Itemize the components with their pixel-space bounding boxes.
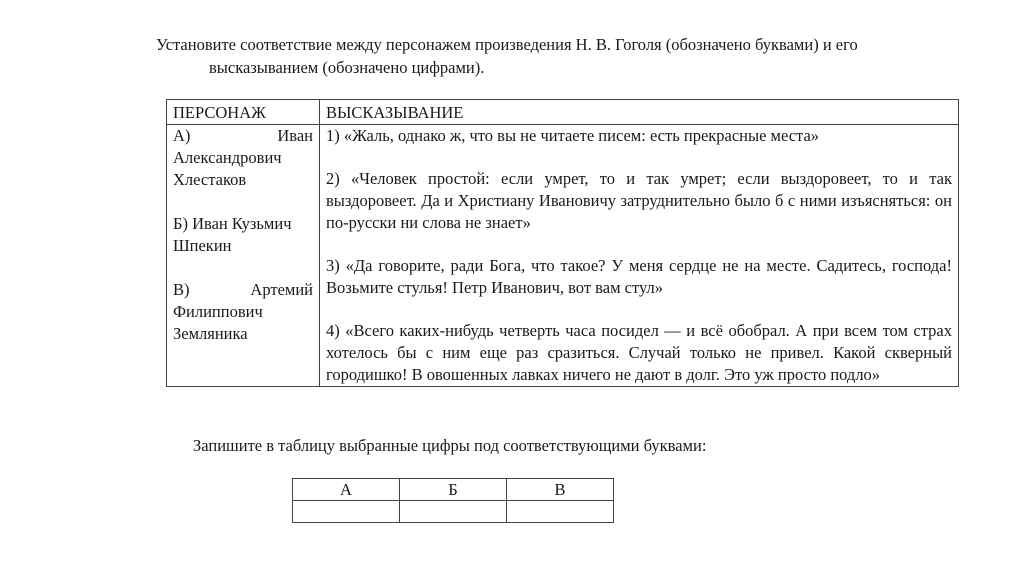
character-a — [173, 125, 313, 191]
statement-2: 2) «Человек простой: если умрет, то и так умрет; если выздоровеет, то и так выздоровеет. Да и Христиану Ивановичу затруднительно было б с ними изъясняться: он по-русски ни слова не знает» — [326, 169, 952, 232]
answer-cell-a[interactable] — [293, 501, 400, 523]
character-a-surname: Хлестаков — [173, 170, 247, 189]
answer-prompt: Запишите в таблицу выбранные цифры под соответствующими буквами: — [193, 436, 707, 455]
instruction-line-1: Установите соответствие между персонажем произведения Н. В. Гоголя (обозначено буквами) и его — [156, 35, 858, 54]
answer-header-v: В — [507, 479, 614, 501]
answer-header-a: А — [293, 479, 400, 501]
matching-table-header-row — [167, 100, 959, 125]
character-b — [173, 213, 313, 257]
character-v-letter: В) — [173, 280, 190, 299]
statements-cell — [320, 125, 959, 387]
matching-table — [166, 99, 959, 387]
answer-input-row — [293, 501, 614, 523]
character-a-firstname: Иван — [277, 126, 313, 145]
character-v-surname: Земляника — [173, 324, 248, 343]
answer-header-b: Б — [400, 479, 507, 501]
answer-table — [292, 478, 614, 523]
character-a-letter: А) — [173, 126, 191, 145]
statement-4: 4) «Всего каких-нибудь четверть часа посидел — и всё обобрал. А при всем том страх хотелось бы с ним еще раз сразиться. Случай только не привел. Какой скверный городишко! В овошенных лавках ничего не дают в долг. Это уж просто подло» — [326, 321, 952, 384]
header-character: ПЕРСОНАЖ — [167, 100, 320, 125]
task-instruction — [156, 33, 976, 79]
character-a-first-line — [173, 125, 313, 147]
character-v — [173, 279, 313, 345]
answer-header-row — [293, 479, 614, 501]
character-v-first-line — [173, 279, 313, 301]
instruction-line-2: высказыванием (обозначено цифрами). — [209, 58, 485, 77]
character-a-patronymic: Александрович — [173, 148, 282, 167]
characters-cell — [167, 125, 320, 387]
character-v-firstname: Артемий — [250, 280, 313, 299]
answer-cell-b[interactable] — [400, 501, 507, 523]
character-b-surname: Шпекин — [173, 236, 232, 255]
statement-1: 1) «Жаль, однако ж, что вы не читаете писем: есть прекрасные места» — [326, 126, 820, 145]
answer-cell-v[interactable] — [507, 501, 614, 523]
statement-3: 3) «Да говорите, ради Бога, что такое? У меня сердце не на месте. Садитесь, господа! Возьмите стулья! Петр Иванович, вот вам стул» — [326, 256, 952, 297]
header-statement: ВЫСКАЗЫВАНИЕ — [320, 100, 959, 125]
character-v-patronymic: Филиппович — [173, 302, 263, 321]
character-b-line-1: Б) Иван Кузьмич — [173, 214, 292, 233]
matching-table-body-row — [167, 125, 959, 387]
